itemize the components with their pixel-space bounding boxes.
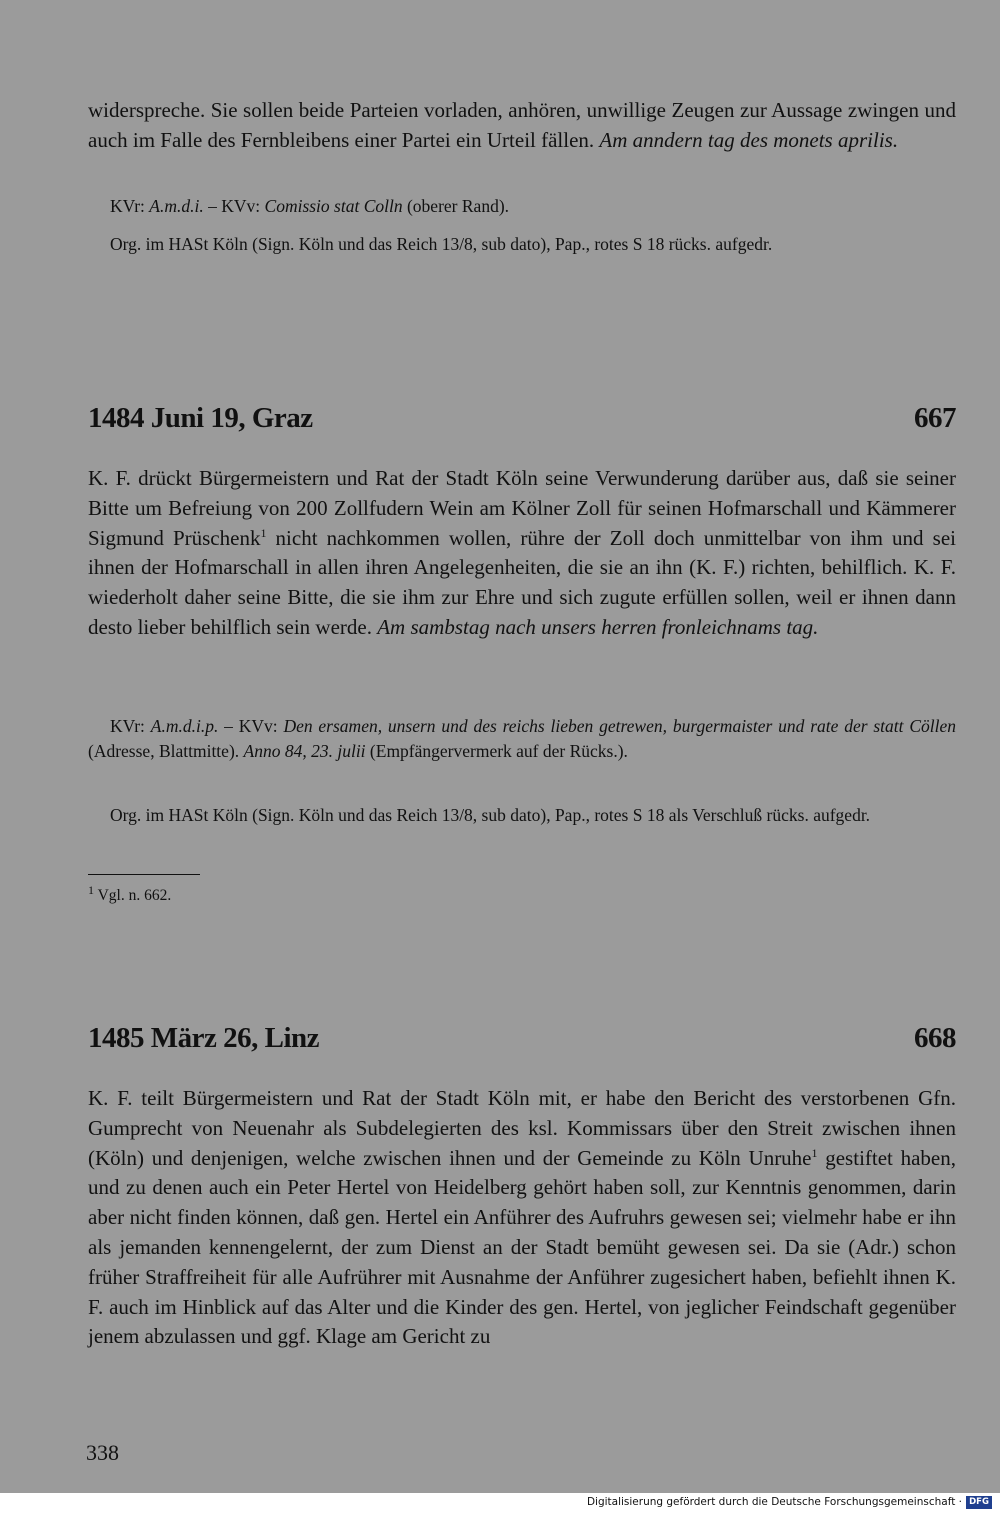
- entry-668-number: 668: [914, 1022, 956, 1054]
- entry-667-summary: [88, 464, 956, 643]
- digitization-footer: [0, 1493, 1000, 1513]
- continuation-date-phrase: Am anndern tag des monets aprilis.: [599, 127, 899, 152]
- kvv-value: Comissio stat Colln: [264, 196, 403, 216]
- kvv-label: – KVv:: [218, 716, 284, 736]
- entry-668-heading: [88, 1022, 956, 1062]
- entry-667-date-phrase: Am sambstag nach unsers herren fronleichnams tag.: [377, 614, 819, 639]
- footnote-mark: 1: [88, 882, 94, 897]
- kvv-note: (oberer Rand).: [402, 196, 510, 216]
- kvv-value: Den ersamen, unsern und des reichs lieben getrewen, burgermaister und rate der statt Cöllen: [283, 716, 956, 736]
- entry-667-number: 667: [914, 402, 956, 434]
- digitization-credit: Digitalisierung gefördert durch die Deutsche Forschungsgemeinschaft ·: [586, 1496, 962, 1508]
- kvv-date: Anno 84, 23. julii: [243, 741, 366, 761]
- kvr-label: KVr:: [110, 716, 151, 736]
- kvr-value: A.m.d.i.p.: [150, 716, 219, 736]
- previous-entry-continuation: [88, 96, 956, 156]
- entry-667-text-part1: K. F. drückt Bürgermeistern und Rat der Stadt Köln seine Verwunderung darüber aus, daß sie seiner Bitte um Befreiung von 200 Zollfudern Wein am Kölner Zoll für seinen Hofmarschall und Kämmerer Sigmund Prüschenk: [88, 466, 956, 550]
- footnote-rule: [88, 874, 200, 875]
- entry-667-archive-note: Org. im HASt Köln (Sign. Köln und das Reich 13/8, sub dato), Pap., rotes S 18 als Verschluß rücks. aufgedr.: [110, 805, 871, 825]
- entry-667-date-place: 1484 Juni 19, Graz: [88, 402, 313, 434]
- continuation-text: widerspreche. Sie sollen beide Parteien vorladen, anhören, unwillige Zeugen zur Aussage zwingen und auch im Falle des Fernbleibens einer Partei ein Urteil fällen.: [88, 98, 956, 152]
- entry-668-text-part2: gestiftet haben, und zu denen auch ein Peter Hertel von Heidelberg gehört haben soll, zur Kenntnis genommen, darin aber nicht finden können, daß gen. Hertel ein Anführer des Aufruhrs gewesen sei; vielmehr habe er ihn als jemanden kennengelernt, der zum Dienst an der Stadt bemüht gewesen sei. Da sie (Adr.) schon früher Straffreiheit für alle Aufrührer mit Ausnahme der Anführer zugesichert haben, befiehlt ihnen K. F. auch im Hinblick auf das Alter und die Kinder des gen. Hertel, von jeglicher Feindschaft gegenüber jenem abzulassen und ggf. Klage am Gericht zu: [88, 1145, 957, 1349]
- kvv-note: (Adresse, Blattmitte).: [88, 741, 244, 761]
- previous-entry-archive-note: Org. im HASt Köln (Sign. Köln und das Reich 13/8, sub dato), Pap., rotes S 18 rücks. aufgedr.: [110, 234, 773, 254]
- kvr-value: A.m.d.i.: [149, 196, 204, 216]
- previous-entry-chancery-notes: [88, 194, 956, 219]
- entry-667-footnote: [88, 883, 956, 908]
- entry-668-summary: [88, 1084, 956, 1352]
- dfg-logo-icon: DFG: [966, 1496, 992, 1509]
- entry-668-footnote-ref: 1: [811, 1145, 818, 1160]
- entry-667-text-part2: nicht nachkommen wollen, rühre der Zoll doch unmittelbar von ihm und sei ihnen der Hofmarschall in allen ihren Angelegenheiten, die sie an ihn (K. F.) richten, behilflich. K. F. wiederholt daher seine Bitte, die sie ihm zur Ehre und sich zugute erfüllen sollen, weil er ihnen dann desto lieber behilflich sein werde.: [88, 525, 956, 639]
- entry-667-footnote-ref: 1: [260, 525, 267, 540]
- entry-668-date-place: 1485 März 26, Linz: [88, 1022, 320, 1054]
- page-number: 338: [86, 1440, 119, 1465]
- footnote-text: Vgl. n. 662.: [94, 887, 172, 904]
- entry-667-chancery-notes: [88, 714, 956, 764]
- kvv-date-note: (Empfängervermerk auf der Rücks.).: [365, 741, 628, 761]
- kvr-label: KVr:: [110, 196, 150, 216]
- entry-668-text-part1: K. F. teilt Bürgermeistern und Rat der Stadt Köln mit, er habe den Bericht des verstorbenen Gfn. Gumprecht von Neuenahr als Subdelegierten des ksl. Kommissars über den Streit zwischen ihnen (Köln) und denjenigen, welche zwischen ihnen und der Gemeinde zu Köln Unruhe: [88, 1086, 956, 1170]
- kvv-label: – KVv:: [203, 196, 265, 216]
- entry-667-heading: [88, 402, 956, 442]
